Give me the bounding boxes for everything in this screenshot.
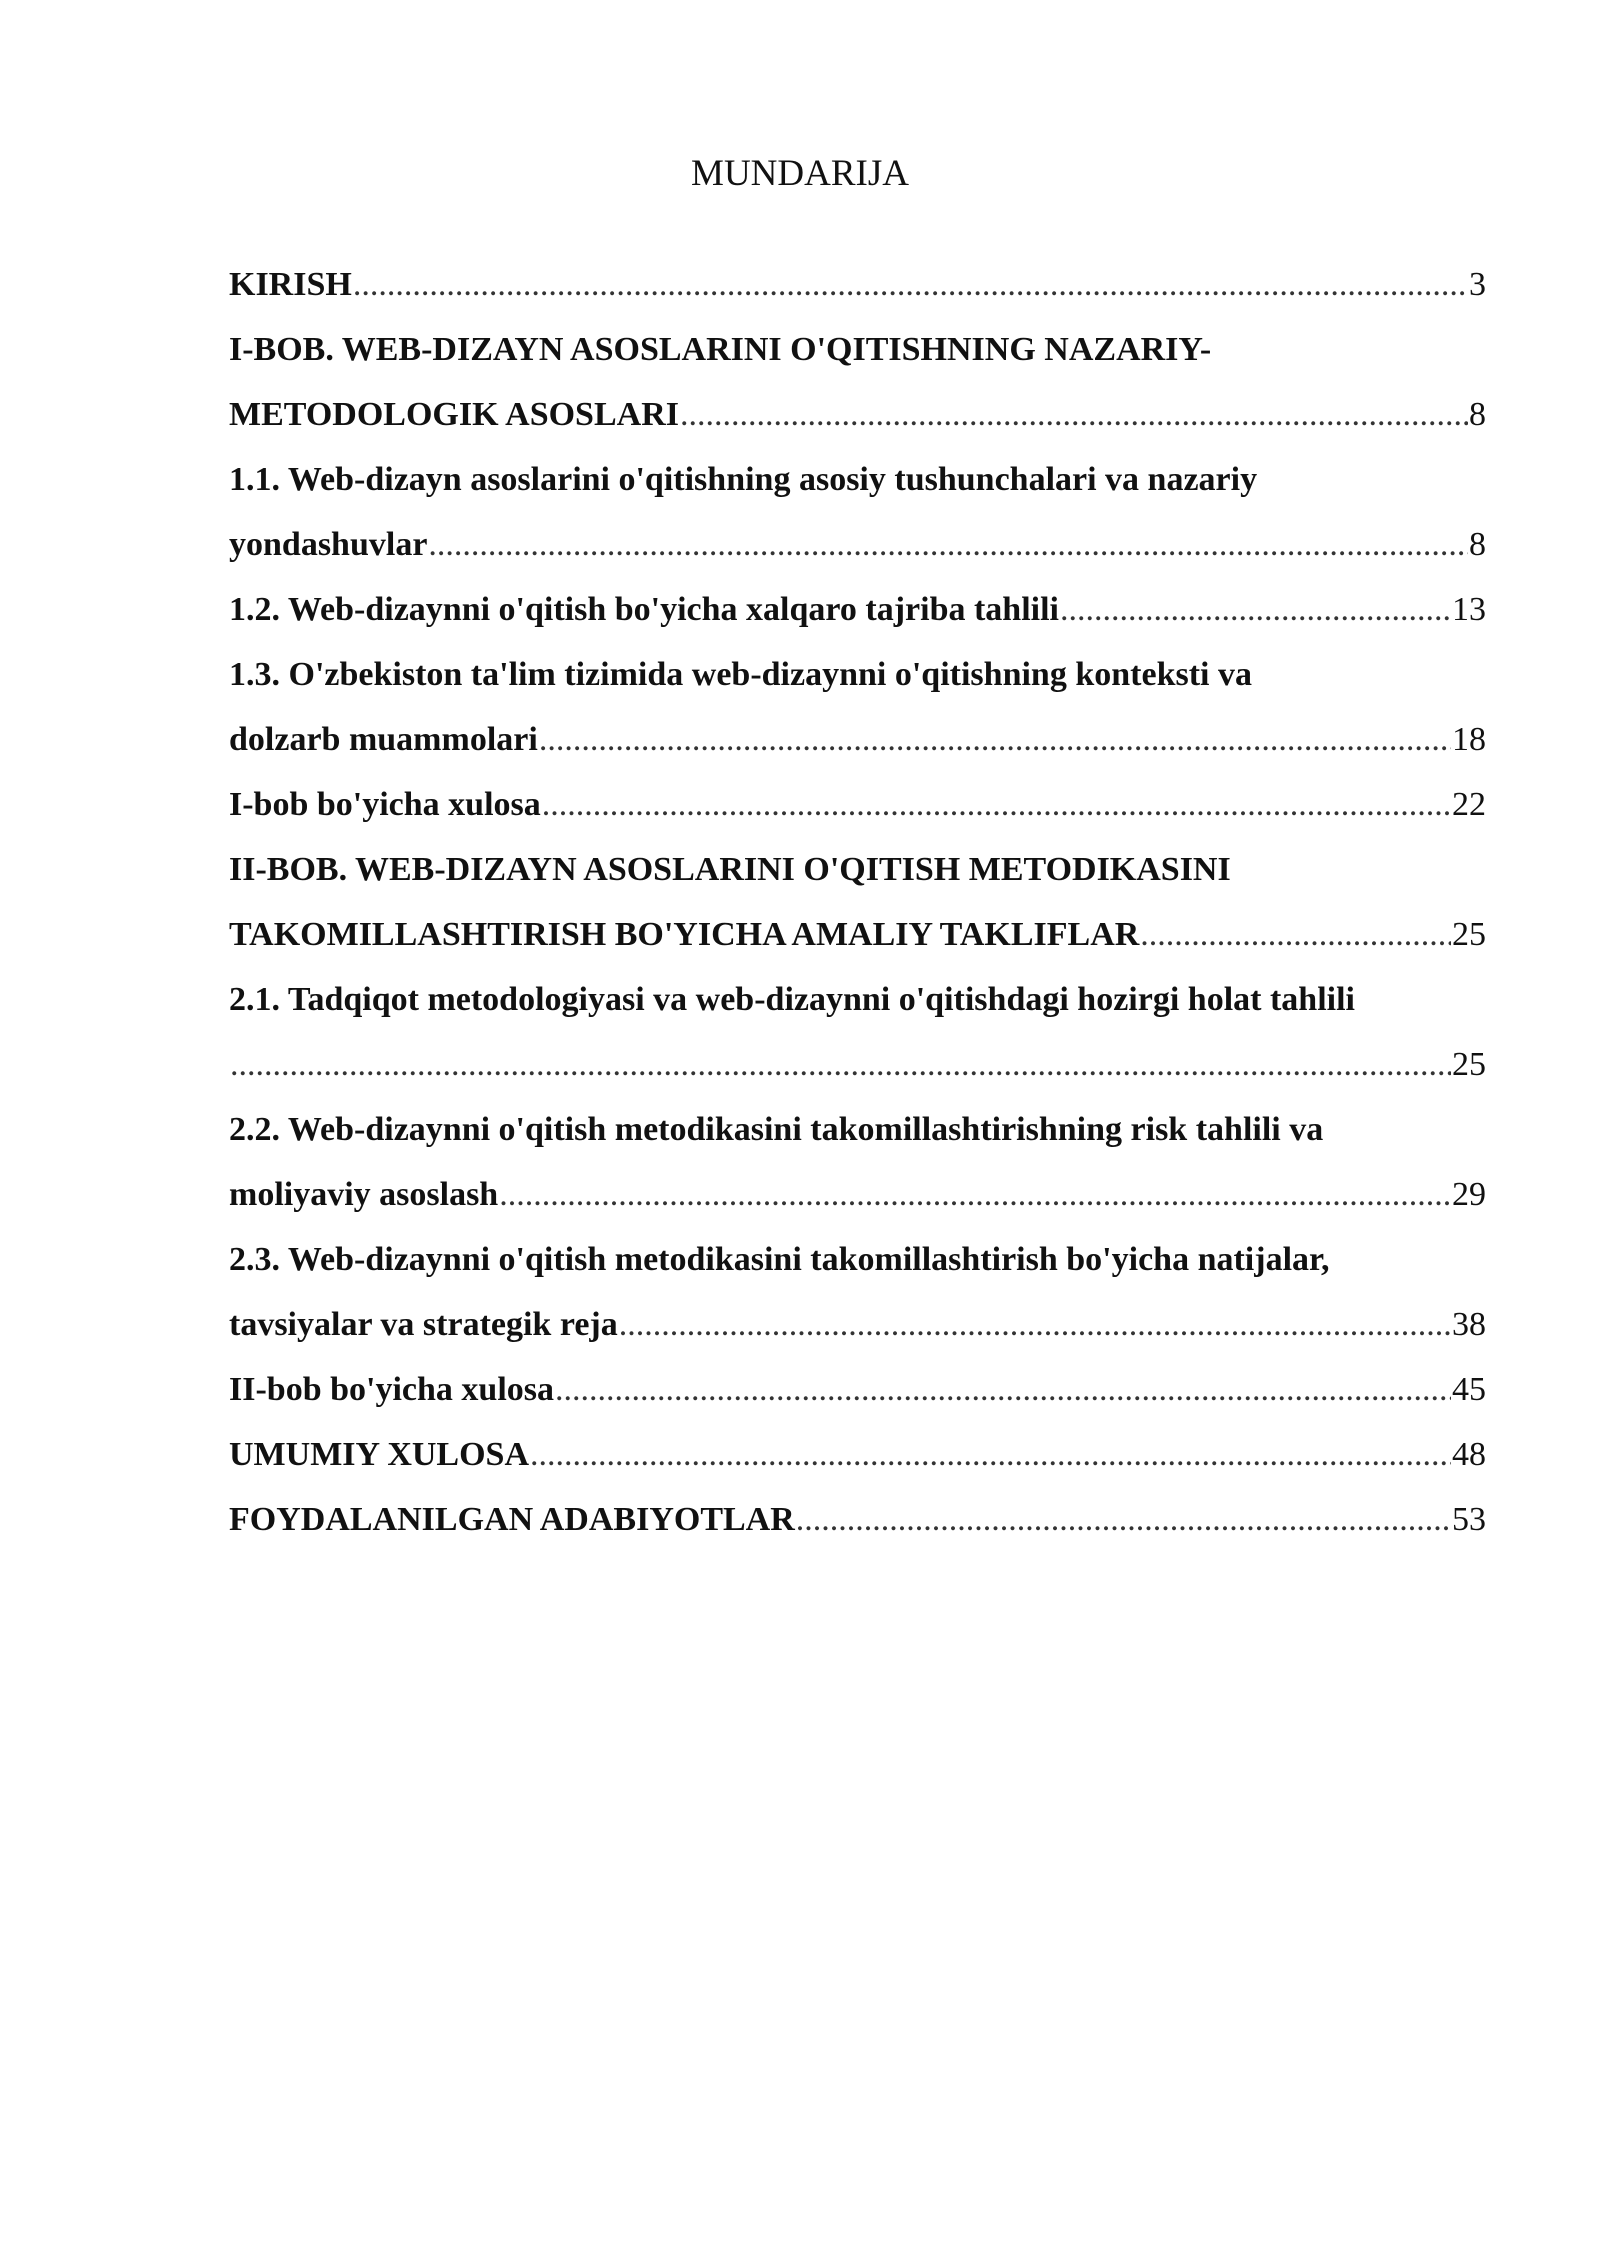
toc-entry-1-2[interactable]	[229, 577, 1486, 642]
toc-entry-title: 2.3. Web-dizaynni o'qitish metodikasini takomillashtirish bo'yicha natijalar,	[229, 1241, 1330, 1278]
dot-leader	[230, 1032, 1451, 1097]
toc-entry-title: 1.3. O'zbekiston ta'lim tizimida web-dizaynni o'qitishning konteksti va	[229, 656, 1252, 693]
toc-entry-title: METODOLOGIK ASOSLARI	[229, 396, 679, 433]
toc-entry-title: moliyaviy asoslash	[229, 1176, 499, 1213]
toc-entry-title: I-bob bo'yicha xulosa	[229, 786, 541, 823]
toc-entry-title: yondashuvlar	[229, 526, 428, 563]
page-title: MUNDARIJA	[691, 153, 909, 194]
toc-page-number: 48	[1452, 1436, 1486, 1473]
toc-page-number: 13	[1452, 591, 1486, 628]
toc-entry-1-3-line-1[interactable]	[229, 642, 1486, 707]
toc-entry-chapter-2-line-1[interactable]	[229, 837, 1486, 902]
toc-entry-1-1-line-1[interactable]	[229, 447, 1486, 512]
toc-entry-chapter-2-line-2[interactable]	[229, 902, 1486, 967]
toc-page-number: 25	[1452, 1046, 1486, 1083]
table-of-contents	[229, 252, 1486, 1552]
toc-page-number: 8	[1469, 396, 1486, 433]
toc-entry-2-2-line-2[interactable]	[229, 1162, 1486, 1227]
toc-entry-kirish[interactable]	[229, 252, 1486, 317]
dot-leader	[796, 1487, 1451, 1552]
toc-entry-title: I-BOB. WEB-DIZAYN ASOSLARINI O'QITISHNING NAZARIY-	[229, 331, 1212, 368]
toc-entry-title: II-bob bo'yicha xulosa	[229, 1371, 554, 1408]
dot-leader	[499, 1162, 1451, 1227]
dot-leader	[619, 1292, 1451, 1357]
toc-page-number: 25	[1452, 916, 1486, 953]
toc-entry-title: FOYDALANILGAN ADABIYOTLAR	[229, 1501, 795, 1538]
toc-entry-title: UMUMIY XULOSA	[229, 1436, 530, 1473]
toc-entry-chapter-1-conclusion[interactable]	[229, 772, 1486, 837]
toc-entry-2-1-line-2[interactable]	[229, 1032, 1486, 1097]
toc-entry-chapter-1-line-2[interactable]	[229, 382, 1486, 447]
toc-entry-title: tavsiyalar va strategik reja	[229, 1306, 618, 1343]
toc-entry-title: dolzarb muammolari	[229, 721, 538, 758]
toc-page-number: 18	[1452, 721, 1486, 758]
toc-entry-1-3-line-2[interactable]	[229, 707, 1486, 772]
toc-entry-title: 1.2. Web-dizaynni o'qitish bo'yicha xalqaro tajriba tahlili	[229, 591, 1059, 628]
toc-entry-chapter-1-line-1[interactable]	[229, 317, 1486, 382]
dot-leader	[1140, 902, 1451, 967]
toc-page-number: 8	[1469, 526, 1486, 563]
toc-page-number: 45	[1452, 1371, 1486, 1408]
toc-entry-2-3-line-2[interactable]	[229, 1292, 1486, 1357]
dot-leader	[542, 772, 1451, 837]
toc-page-number: 29	[1452, 1176, 1486, 1213]
dot-leader	[353, 252, 1468, 317]
dot-leader	[428, 512, 1468, 577]
toc-entry-title: KIRISH	[229, 266, 352, 303]
toc-entry-general-conclusion[interactable]	[229, 1422, 1486, 1487]
toc-entry-1-1-line-2[interactable]	[229, 512, 1486, 577]
dot-leader	[530, 1422, 1451, 1487]
toc-entry-title: TAKOMILLASHTIRISH BO'YICHA AMALIY TAKLIFLAR	[229, 916, 1140, 953]
toc-page-number: 38	[1452, 1306, 1486, 1343]
toc-page-number: 22	[1452, 786, 1486, 823]
toc-page-number: 53	[1452, 1501, 1486, 1538]
toc-entry-title: 1.1. Web-dizayn asoslarini o'qitishning asosiy tushunchalari va nazariy	[229, 461, 1258, 498]
dot-leader	[1060, 577, 1451, 642]
dot-leader	[680, 382, 1468, 447]
toc-entry-2-3-line-1[interactable]	[229, 1227, 1486, 1292]
dot-leader	[539, 707, 1451, 772]
toc-entry-chapter-2-conclusion[interactable]	[229, 1357, 1486, 1422]
toc-entry-title: II-BOB. WEB-DIZAYN ASOSLARINI O'QITISH METODIKASINI	[229, 851, 1231, 888]
toc-page-number: 3	[1469, 266, 1486, 303]
toc-entry-references[interactable]	[229, 1487, 1486, 1552]
toc-entry-2-1-line-1[interactable]	[229, 967, 1486, 1032]
toc-entry-title: 2.2. Web-dizaynni o'qitish metodikasini takomillashtirishning risk tahlili va	[229, 1111, 1324, 1148]
toc-entry-2-2-line-1[interactable]	[229, 1097, 1486, 1162]
toc-entry-title: 2.1. Tadqiqot metodologiyasi va web-dizaynni o'qitishdagi hozirgi holat tahlili	[229, 981, 1355, 1018]
dot-leader	[555, 1357, 1451, 1422]
